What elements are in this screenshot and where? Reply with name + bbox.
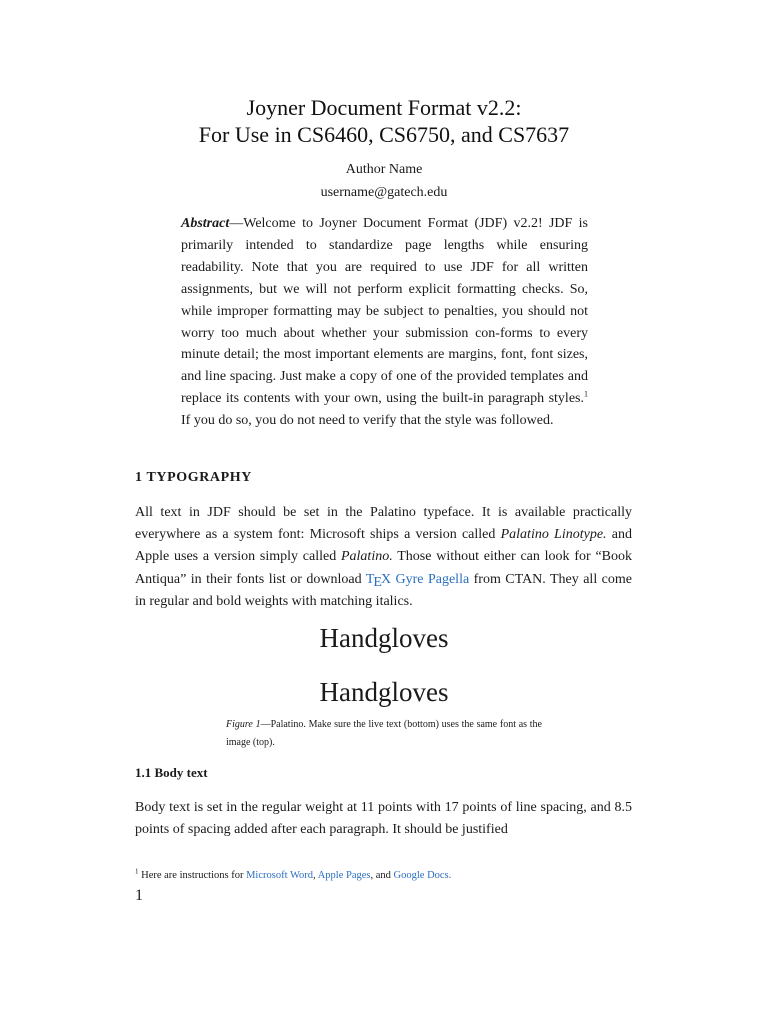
tex-gyre-pagella-label: Gyre Pagella [391,571,470,587]
font-name-palatino-linotype: Palatino Linotype. [500,527,607,543]
typography-text-3: Those without either can look for “Book Antiqua” in their fonts list or download [135,549,632,587]
typography-text-1: All text in JDF should be set in the Palatino typeface. It is available practically everywhere as a system font: Microsoft ships a version called [135,505,632,543]
caption-dash: — [260,719,271,730]
font-name-palatino: Palatino. [340,549,393,565]
body-text-paragraph: Body text is set in the regular weight at 11 points with 17 points of line spacing, and 8.5 points of spacing added after each paragraph. It should be justified [135,800,632,838]
typography-paragraph [135,502,632,613]
section-heading-typography: 1 TYPOGRAPHY [135,470,252,485]
google-docs-link[interactable]: Google Docs. [393,870,452,881]
abstract-dash: — [229,216,244,231]
page-number: 1 [135,887,143,904]
document-title [0,94,768,148]
footnote [135,868,451,884]
typography-text-2: and Apple uses a version simply called [135,527,633,565]
tex-logo-e: E [373,574,382,590]
subsection-heading-body-text: 1.1 Body text [135,765,208,780]
author-block [0,158,768,204]
caption-text: Palatino. Make sure the live text (bottom) uses the same font as the image (top). [226,719,542,748]
typography-text-4: from CTAN. They all come in regular and bold weights with matching italics. [135,571,632,609]
figure-label: Figure 1 [226,719,261,730]
tex-logo-x: X [380,571,392,587]
abstract-text-end: If you do so, you do not need to verify that the style was followed. [181,413,554,429]
abstract-label: Abstract [181,216,230,231]
tex-gyre-pagella-link[interactable] [365,571,470,590]
figure-caption [226,716,542,752]
title-line-2: For Use in CS6460, CS6750, and CS7637 [198,122,570,147]
apple-pages-link[interactable]: Apple Pages [317,870,371,881]
footnote-mark: 1 [135,867,139,876]
tex-logo-t: T [365,571,375,587]
footnote-separator-1: , [313,870,318,881]
abstract-text: Welcome to Joyner Document Format (JDF) v2.2! JDF is primarily intended to standardize page lengths while ensuring readability. Note that you are required to use JDF for all written assignments, but we will not perform explicit formatting checks. So, while improper formatting may be subject to penalties, you should not worry too much about whether your submission con-forms to every minute detail; the most important elements are margins, font, font sizes, and line spacing. Just make a copy of one of the provided templates and replace its contents with your own, using the built-in paragraph styles. [181,216,588,407]
author-email: username@gatech.edu [320,185,448,200]
footnote-text: Here are instructions for [138,870,247,881]
footnote-reference[interactable]: 1 [584,389,588,399]
font-specimen-live-text: Handgloves [319,677,449,707]
font-specimen-image: Handgloves [319,623,449,653]
footnote-separator-2: , and [370,870,394,881]
title-line-1: Joyner Document Format v2.2: [246,95,522,120]
abstract [181,213,588,432]
author-name: Author Name [345,162,423,177]
microsoft-word-link[interactable]: Microsoft Word [246,870,314,881]
